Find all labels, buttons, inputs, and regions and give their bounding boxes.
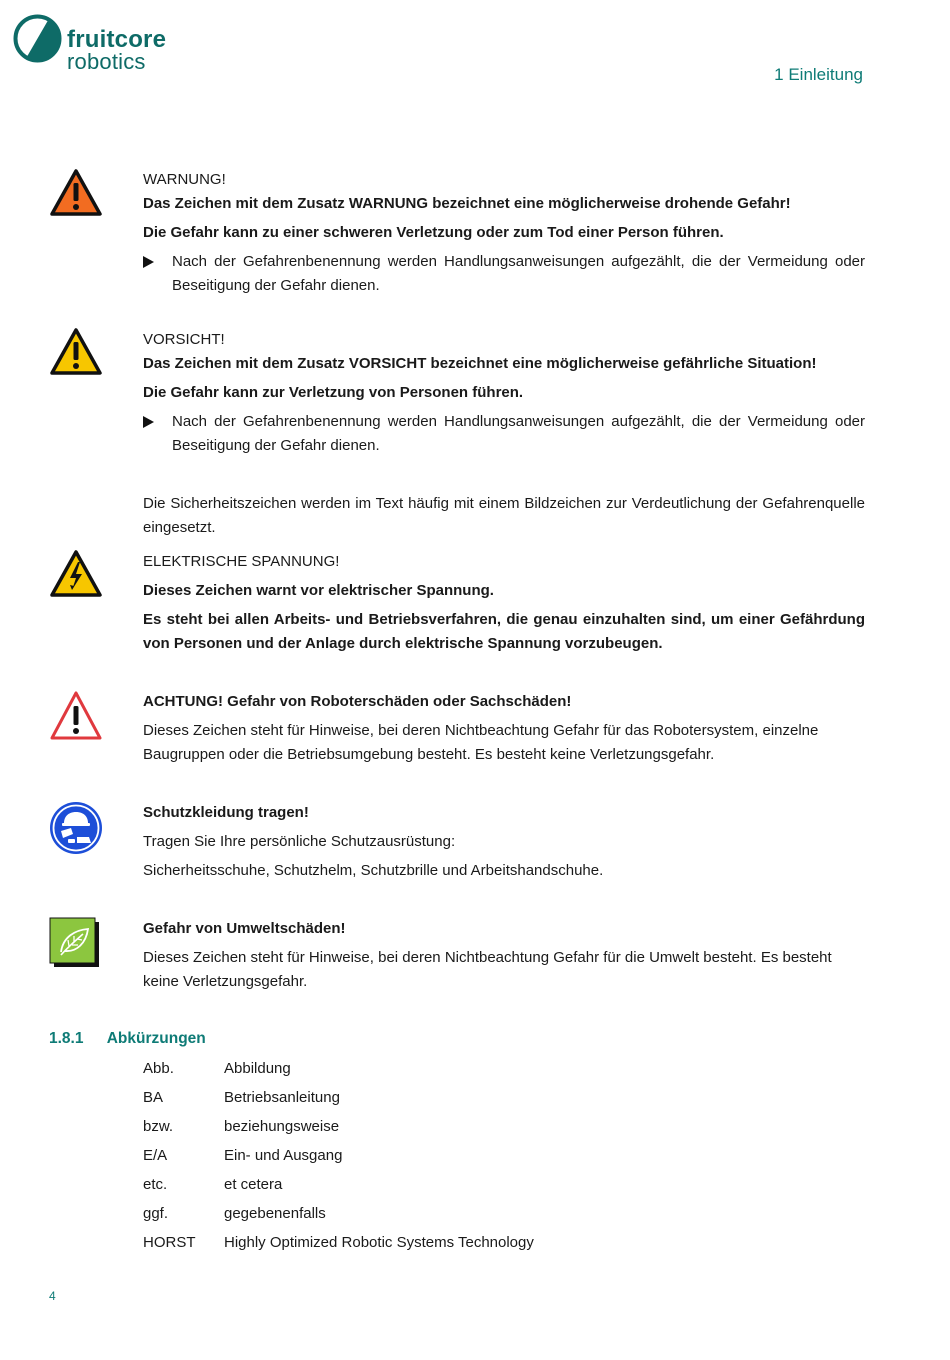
abbreviation: bzw. bbox=[143, 1118, 174, 1135]
fruitcore-logo-icon bbox=[13, 14, 62, 63]
protective-clothing-text-1: Tragen Sie Ihre persönliche Schutzausrüstung: bbox=[143, 833, 456, 850]
table-row bbox=[143, 1203, 534, 1232]
abbreviations-table bbox=[143, 1058, 534, 1261]
table-row bbox=[143, 1145, 534, 1174]
electrical-text-1: Dieses Zeichen warnt vor elektrischer Spannung. bbox=[143, 582, 494, 599]
caution-block bbox=[143, 328, 865, 458]
caution-title: VORSICHT! bbox=[143, 331, 225, 348]
abbreviation: ggf. bbox=[143, 1205, 169, 1222]
warning-text-2: Die Gefahr kann zu einer schweren Verletzung oder zum Tod einer Person führen. bbox=[143, 224, 724, 241]
warning-block bbox=[143, 168, 865, 298]
section-title: Abkürzungen bbox=[106, 1030, 206, 1047]
attention-text: Dieses Zeichen steht für Hinweise, bei deren Nichtbeachtung Gefahr für das Robotersystem, einzelne Baugruppen oder die Betriebsumgebung besteht. Es besteht keine Verletzungsgefahr. bbox=[143, 722, 819, 763]
electrical-title: ELEKTRISCHE SPANNUNG! bbox=[143, 553, 340, 570]
attention-title: ACHTUNG! Gefahr von Roboterschäden oder Sachschäden! bbox=[143, 693, 572, 710]
abbreviation-meaning: Highly Optimized Robotic Systems Technology bbox=[224, 1234, 534, 1251]
table-row bbox=[143, 1087, 534, 1116]
fruitcore-logo bbox=[13, 14, 183, 74]
bullet-arrow-icon bbox=[143, 416, 154, 428]
protective-clothing-block bbox=[143, 801, 865, 883]
caution-text-1: Das Zeichen mit dem Zusatz VORSICHT bezeichnet eine möglicherweise gefährliche Situation! bbox=[143, 355, 817, 372]
warning-text-1: Das Zeichen mit dem Zusatz WARNUNG bezeichnet eine möglicherweise drohende Gefahr! bbox=[143, 195, 791, 212]
table-row bbox=[143, 1232, 534, 1261]
caution-instruction-item bbox=[143, 410, 865, 458]
protective-clothing-text-2: Sicherheitsschuhe, Schutzhelm, Schutzbrille und Arbeitshandschuhe. bbox=[143, 862, 604, 879]
attention-triangle-outline-icon bbox=[49, 690, 103, 742]
warning-title: WARNUNG! bbox=[143, 171, 226, 188]
abbreviation: E/A bbox=[143, 1147, 168, 1164]
caution-text-2: Die Gefahr kann zur Verletzung von Personen führen. bbox=[143, 384, 524, 401]
abbreviation-meaning: gegebenenfalls bbox=[224, 1205, 326, 1222]
abbreviation: HORST bbox=[143, 1234, 196, 1251]
section-number: 1.8.1 bbox=[49, 1030, 84, 1047]
section-heading-abbreviations bbox=[49, 1030, 206, 1048]
protective-clothing-title: Schutzkleidung tragen! bbox=[143, 804, 309, 821]
caution-triangle-yellow-icon bbox=[49, 327, 103, 377]
bullet-arrow-icon bbox=[143, 256, 154, 268]
electrical-block bbox=[143, 550, 865, 656]
abbreviation-meaning: Betriebsanleitung bbox=[224, 1089, 340, 1106]
abbreviation: BA bbox=[143, 1089, 164, 1106]
high-voltage-icon bbox=[49, 549, 103, 599]
environment-block bbox=[143, 917, 865, 994]
environment-text: Dieses Zeichen steht für Hinweise, bei deren Nichtbeachtung Gefahr für die Umwelt besteht. Es besteht keine Verletzungsgefahr. bbox=[143, 949, 832, 990]
abbreviation-meaning: et cetera bbox=[224, 1176, 283, 1193]
abbreviation-meaning: beziehungsweise bbox=[224, 1118, 340, 1135]
page-number: 4 bbox=[49, 1289, 56, 1303]
table-row bbox=[143, 1058, 534, 1087]
abbreviation: etc. bbox=[143, 1176, 168, 1193]
environment-title: Gefahr von Umweltschäden! bbox=[143, 920, 346, 937]
chapter-title: 1 Einleitung bbox=[774, 65, 863, 84]
warning-triangle-orange-icon bbox=[49, 168, 103, 218]
abbreviation-meaning: Abbildung bbox=[224, 1060, 291, 1077]
warning-instruction-text: Nach der Gefahrenbenennung werden Handlungsanweisungen aufgezählt, die der Vermeidung oder Beseitigung der Gefahr dienen. bbox=[172, 253, 865, 294]
attention-block bbox=[143, 690, 865, 767]
logo-word-robotics: robotics bbox=[67, 49, 146, 74]
abbreviation-meaning: Ein- und Ausgang bbox=[224, 1147, 343, 1164]
electrical-text-2: Es steht bei allen Arbeits- und Betriebsverfahren, die genau einzuhalten sind, um einer Gefährdung von Personen und der Anlage durch elektrische Spannung vorzubeugen. bbox=[143, 611, 865, 652]
protective-clothing-icon bbox=[49, 801, 103, 855]
caution-instruction-text: Nach der Gefahrenbenennung werden Handlungsanweisungen aufgezählt, die der Vermeidung oder Beseitigung der Gefahr dienen. bbox=[172, 413, 865, 454]
logo-word-fruitcore: fruitcore bbox=[67, 26, 167, 53]
environment-leaf-icon bbox=[49, 917, 101, 969]
abbreviation: Abb. bbox=[143, 1060, 174, 1077]
warning-instruction-item bbox=[143, 250, 865, 298]
table-row bbox=[143, 1116, 534, 1145]
table-row bbox=[143, 1174, 534, 1203]
safety-signs-intro: Die Sicherheitszeichen werden im Text häufig mit einem Bildzeichen zur Verdeutlichung der Gefahrenquelle eingesetzt. bbox=[143, 495, 865, 536]
